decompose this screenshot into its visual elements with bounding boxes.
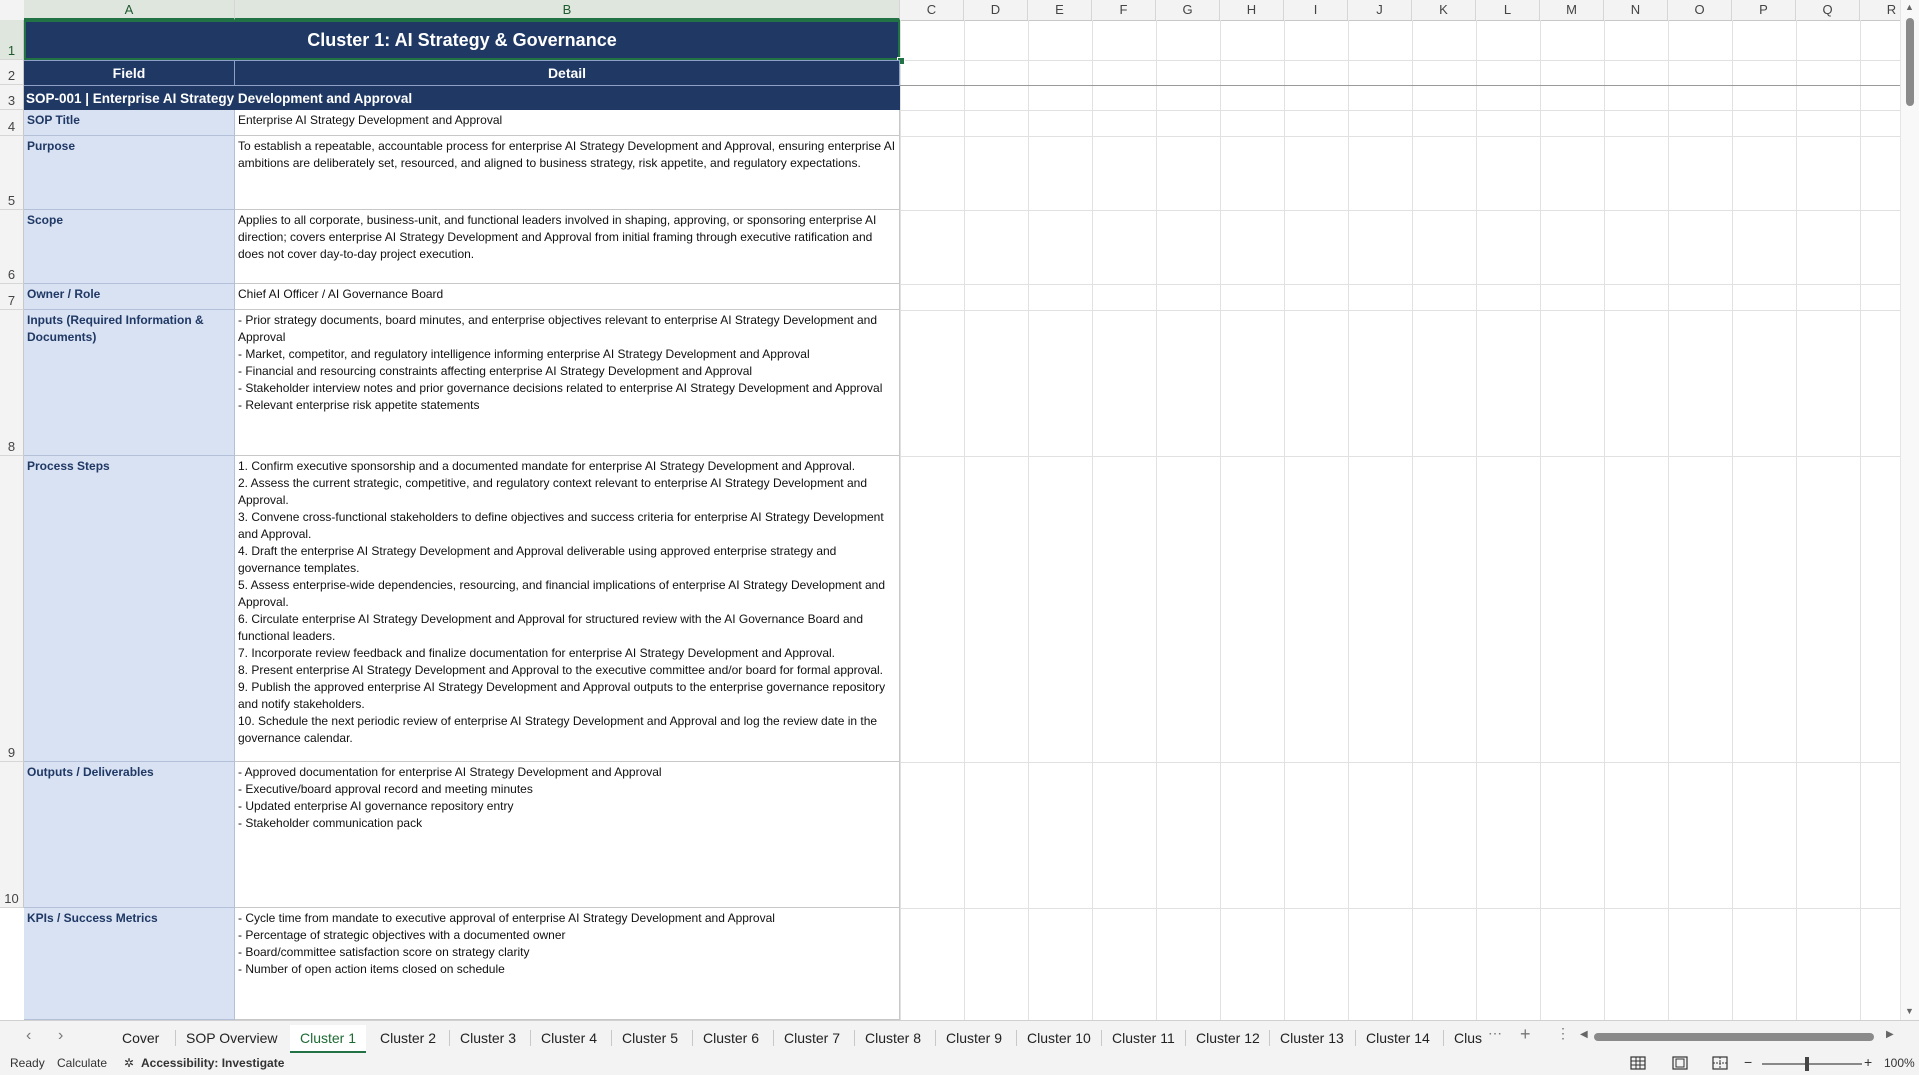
column-header-l[interactable]: L	[1476, 0, 1540, 20]
field-cell[interactable]: KPIs / Success Metrics	[24, 908, 235, 1020]
gridline-vertical	[1476, 20, 1477, 1020]
column-header-d[interactable]: D	[964, 0, 1028, 20]
gridline-vertical	[1732, 20, 1733, 1020]
gridline-vertical	[1668, 20, 1669, 1020]
tab-separator	[530, 1030, 531, 1046]
sheet-tab-cluster-7[interactable]: Cluster 7	[784, 1030, 841, 1046]
gridline-horizontal	[900, 60, 1900, 61]
status-ready: Ready	[10, 1056, 45, 1070]
vertical-scrollbar[interactable]	[1900, 0, 1919, 1020]
detail-cell[interactable]: Chief AI Officer / AI Governance Board	[235, 284, 900, 310]
detail-cell[interactable]: - Prior strategy documents, board minutes, and enterprise objectives relevant to enterprise AI Strategy Development and Approval - Market, competitor, and regulatory intelligence informing enterprise AI Strategy Development and Approval - Financial and resourcing constraints affecting enterprise AI Strategy Development and Approval - Stakeholder interview notes and prior governance decisions related to enterprise AI Strategy Development and Approval - Relevant enterprise risk appetite statements	[235, 310, 900, 456]
gridline-horizontal	[900, 136, 1900, 137]
field-cell[interactable]: Scope	[24, 210, 235, 284]
detail-cell[interactable]: - Cycle time from mandate to executive approval of enterprise AI Strategy Development and Approval - Percentage of strategic objectives with a documented owner - Board/committee satisfaction score on strategy clarity - Number of open action items closed on schedule	[235, 908, 900, 1020]
detail-cell[interactable]: Applies to all corporate, business-unit, and functional leaders involved in shaping, approving, or sponsoring enterprise AI direction; covers enterprise AI Strategy Development and Approval from initial framing through executive ratification and does not cover day-to-day project execution.	[235, 210, 900, 284]
tab-separator	[935, 1030, 936, 1046]
tab-separator	[692, 1030, 693, 1046]
row-header-10[interactable]: 10	[0, 762, 24, 908]
plus-icon[interactable]: +	[1520, 1024, 1531, 1044]
grid-view-icon[interactable]	[1630, 1056, 1646, 1070]
column-header-e[interactable]: E	[1028, 0, 1092, 20]
sheet-tab-cluster-5[interactable]: Cluster 5	[622, 1030, 679, 1046]
gridline-horizontal	[900, 210, 1900, 211]
gridline-vertical	[1028, 20, 1029, 1020]
gridline-vertical	[1540, 20, 1541, 1020]
gridline-horizontal	[900, 110, 1900, 111]
column-header-g[interactable]: G	[1156, 0, 1220, 20]
row-header-7[interactable]: 7	[0, 284, 24, 310]
sheet-tab-cluster-10[interactable]: Cluster 10	[1027, 1030, 1091, 1046]
column-header-q[interactable]: Q	[1796, 0, 1860, 20]
scroll-right-icon[interactable]: ▶	[1886, 1029, 1894, 1040]
column-header-c[interactable]: C	[900, 0, 964, 20]
ellipsis-icon[interactable]: ⋯	[1488, 1025, 1502, 1041]
detail-cell[interactable]: Enterprise AI Strategy Development and Approval	[235, 110, 900, 136]
column-header-m[interactable]: M	[1540, 0, 1604, 20]
row-header-1[interactable]: 1	[0, 20, 24, 60]
page-layout-icon[interactable]	[1672, 1056, 1688, 1070]
sheet-tab-sop-overview[interactable]: SOP Overview	[186, 1030, 278, 1046]
tab-separator	[1185, 1030, 1186, 1046]
sheet-tab-cluster-3[interactable]: Cluster 3	[460, 1030, 517, 1046]
column-header-j[interactable]: J	[1348, 0, 1412, 20]
row-header-9[interactable]: 9	[0, 456, 24, 762]
tab-separator	[175, 1030, 176, 1046]
accessibility-icon[interactable]: ✲	[124, 1056, 135, 1070]
row-header-2[interactable]: 2	[0, 60, 24, 85]
column-headers	[0, 0, 1900, 21]
row-header-6[interactable]: 6	[0, 210, 24, 284]
zoom-in-icon[interactable]: +	[1864, 1054, 1873, 1070]
vertical-scroll-thumb[interactable]	[1906, 18, 1914, 106]
page-break-icon[interactable]	[1712, 1056, 1728, 1070]
sheet-tab-cover[interactable]: Cover	[122, 1030, 160, 1046]
column-header-n[interactable]: N	[1604, 0, 1668, 20]
sheet-tab-cluster-4[interactable]: Cluster 4	[541, 1030, 598, 1046]
zoom-slider[interactable]	[1762, 1063, 1862, 1065]
detail-cell[interactable]: To establish a repeatable, accountable process for enterprise AI Strategy Development and Approval, ensuring enterprise AI ambitions are deliberately set, resourced, and aligned to business strategy, risk appetite, and regulatory expectations.	[235, 136, 900, 210]
row-header-8[interactable]: 8	[0, 310, 24, 456]
gridline-horizontal	[900, 762, 1900, 763]
gridline-horizontal	[900, 284, 1900, 285]
horizontal-scroll-thumb[interactable]	[1594, 1033, 1874, 1041]
tab-separator	[1101, 1030, 1102, 1046]
tab-separator	[1443, 1030, 1444, 1046]
sheet-tab-cluster-14[interactable]: Cluster 14	[1366, 1030, 1430, 1046]
gridline-vertical	[1348, 20, 1349, 1020]
tab-separator	[611, 1030, 612, 1046]
chevron-left-icon[interactable]: ‹	[26, 1027, 32, 1044]
sheet-tab-cluster-12[interactable]: Cluster 12	[1196, 1030, 1260, 1046]
sheet-tab-cluster-1[interactable]: Cluster 1	[290, 1025, 366, 1054]
column-header-b[interactable]: B	[235, 0, 900, 20]
column-header-h[interactable]: H	[1220, 0, 1284, 20]
title-cell[interactable]: Cluster 1: AI Strategy & Governance	[24, 20, 900, 60]
tab-separator	[854, 1030, 855, 1046]
sheet-tab-cluster-8[interactable]: Cluster 8	[865, 1030, 922, 1046]
tab-separator	[449, 1030, 450, 1046]
column-header-f[interactable]: F	[1092, 0, 1156, 20]
gridline-horizontal	[900, 908, 1900, 909]
field-cell[interactable]: Inputs (Required Information & Documents)	[24, 310, 235, 456]
horizontal-scrollbar[interactable]	[1580, 1029, 1900, 1045]
column-header-r[interactable]: R	[1860, 0, 1900, 20]
scroll-left-icon[interactable]: ◀	[1580, 1029, 1588, 1040]
zoom-level[interactable]: 100%	[1884, 1056, 1915, 1070]
gridline-vertical	[1412, 20, 1413, 1020]
tab-separator	[773, 1030, 774, 1046]
gridline-vertical	[1284, 20, 1285, 1020]
scroll-up-icon[interactable]: ▲	[1905, 2, 1914, 12]
gridline-horizontal	[900, 310, 1900, 311]
column-header-a[interactable]: A	[24, 0, 235, 20]
field-cell[interactable]: SOP Title	[24, 110, 235, 136]
gridline-vertical	[1604, 20, 1605, 1020]
tab-separator	[1269, 1030, 1270, 1046]
sheet-tab-cluster-6[interactable]: Cluster 6	[703, 1030, 760, 1046]
calculate-button[interactable]: Calculate	[57, 1056, 108, 1070]
gridline-vertical	[964, 20, 965, 1020]
field-cell[interactable]: Purpose	[24, 136, 235, 210]
gridline-horizontal	[900, 85, 1900, 86]
zoom-out-icon[interactable]: −	[1744, 1054, 1753, 1070]
sheet-tab-cluster-13[interactable]: Cluster 13	[1280, 1030, 1344, 1046]
gridline-vertical	[1092, 20, 1093, 1020]
sheet-tab-bar	[0, 1020, 1919, 1054]
column-header-k[interactable]: K	[1412, 0, 1476, 20]
column-header-i[interactable]: I	[1284, 0, 1348, 20]
field-cell[interactable]: Outputs / Deliverables	[24, 762, 235, 908]
header-field-cell[interactable]: Field	[24, 60, 235, 85]
vertical-ellipsis-icon[interactable]: ⋮	[1556, 1025, 1570, 1041]
row-header-5[interactable]: 5	[0, 136, 24, 210]
scroll-down-icon[interactable]: ▼	[1905, 1006, 1914, 1016]
gridline-vertical	[1860, 20, 1861, 1020]
gridline-vertical	[1220, 20, 1221, 1020]
sheet-tab-cluster-9[interactable]: Cluster 9	[946, 1030, 1003, 1046]
chevron-right-icon[interactable]: ›	[58, 1027, 64, 1044]
gridline-vertical	[1156, 20, 1157, 1020]
sop-heading-cell[interactable]: SOP-001 | Enterprise AI Strategy Development and Approval	[24, 85, 900, 110]
header-detail-cell[interactable]: Detail	[235, 60, 900, 85]
row-header-4[interactable]: 4	[0, 110, 24, 136]
zoom-slider-knob[interactable]	[1805, 1057, 1809, 1071]
detail-cell[interactable]: 1. Confirm executive sponsorship and a documented mandate for enterprise AI Strategy Development and Approval. 2. Assess the current strategic, competitive, and regulatory context relevant to enterprise AI Strategy Development and Approval. 3. Convene cross-functional stakeholders to define objectives and success criteria for enterprise AI Strategy Development and Approval. 4. Draft the enterprise AI Strategy Development and Approval deliverable using approved enterprise strategy and governance templates. 5. Assess enterprise-wide dependencies, resourcing, and financial implications of enterprise AI Strategy Development and Approval. 6. Circulate enterprise AI Strategy Development and Approval for structured review with the AI Governance Board and functional leaders. 7. Incorporate review feedback and finalize documentation for enterprise AI Strategy Development and Approval. 8. Present enterprise AI Strategy Development and Approval to the executive committee and/or board for formal approval. 9. Publish the approved enterprise AI Strategy Development and Approval outputs to the enterprise governance repository and notify stakeholders. 10. Schedule the next periodic review of enterprise AI Strategy Development and Approval and log the review date in the governance calendar.	[235, 456, 900, 762]
gridline-vertical	[900, 20, 901, 1020]
sheet-tab-clus[interactable]: Clus	[1454, 1030, 1483, 1046]
sheet-tab-cluster-2[interactable]: Cluster 2	[380, 1030, 437, 1046]
tab-separator	[1016, 1030, 1017, 1046]
row-header-3[interactable]: 3	[0, 85, 24, 110]
column-header-o[interactable]: O	[1668, 0, 1732, 20]
detail-cell[interactable]: - Approved documentation for enterprise AI Strategy Development and Approval - Executive/board approval record and meeting minutes - Updated enterprise AI governance repository entry - Stakeholder communication pack	[235, 762, 900, 908]
field-cell[interactable]: Process Steps	[24, 456, 235, 762]
status-bar	[0, 1053, 1919, 1075]
accessibility-status[interactable]: Accessibility: Investigate	[141, 1056, 285, 1070]
sheet-tab-cluster-11[interactable]: Cluster 11	[1112, 1030, 1175, 1046]
gridline-horizontal	[900, 456, 1900, 457]
column-header-p[interactable]: P	[1732, 0, 1796, 20]
gridline-vertical	[1796, 20, 1797, 1020]
tab-separator	[1355, 1030, 1356, 1046]
field-cell[interactable]: Owner / Role	[24, 284, 235, 310]
